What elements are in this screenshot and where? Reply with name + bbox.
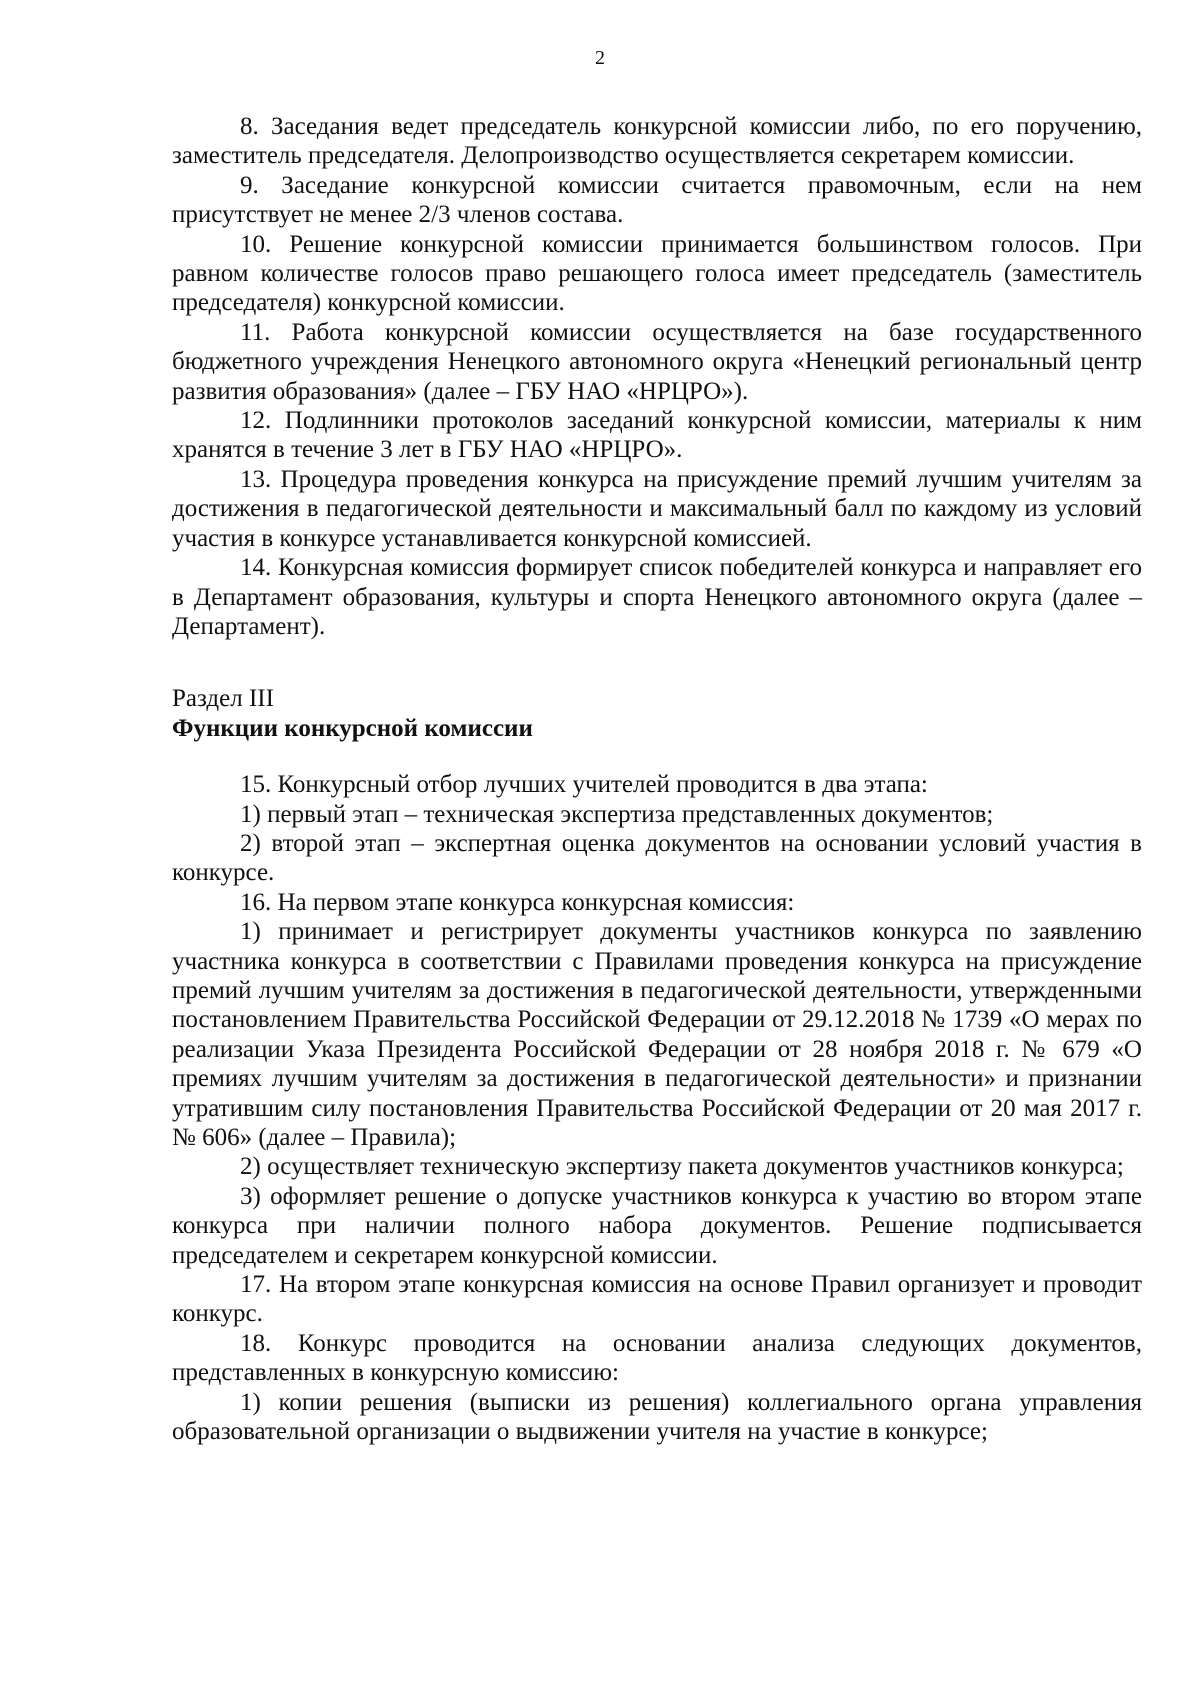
paragraph-15-item-1: 1) первый этап – техническая экспертиза представленных документов; bbox=[240, 800, 994, 828]
paragraph-16-item-3: 3) оформляет решение о допуске участников конкурса к участию во втором этапе конкурса при наличии полного набора документов. Решение подписывается председателем и секретарем конкурсной комиссии. bbox=[172, 1182, 1142, 1269]
paragraph-15: 15. Конкурсный отбор лучших учителей проводится в два этапа: bbox=[240, 771, 928, 799]
page-number: 2 bbox=[595, 47, 605, 69]
paragraph-16: 16. На первом этапе конкурса конкурсная комиссия: bbox=[240, 888, 795, 916]
document-body bbox=[172, 112, 1142, 1446]
paragraph-16-item-1: 1) принимает и регистрирует документы участников конкурса по заявлению участника конкурса в соответствии с Правилами проведения конкурса на присуждение премий лучшим учителям за достижения в педагогической деятельности, утвержденными постановлением Правительства Российской Федерации от 29.12.2018 № 1739 «О мерах по реализации Указа Президента Российской Федерации от 28 ноября 2018 г. № 679 «О премиях лучшим учителям за достижения в педагогической деятельности» и признании утратившим силу постановления Правительства Российской Федерации от 20 мая 2017 г. № 606» (далее – Правила); bbox=[172, 918, 1142, 1151]
paragraph-16-item-2: 2) осуществляет техническую экспертизу пакета документов участников конкурса; bbox=[240, 1153, 1124, 1181]
paragraph-12: 12. Подлинники протоколов заседаний конкурсной комиссии, материалы к ним хранятся в течение 3 лет в ГБУ НАО «НРЦРО». bbox=[172, 407, 1142, 464]
paragraph-13: 13. Процедура проведения конкурса на присуждение премий лучшим учителям за достижения в педагогической деятельности и максимальный балл по каждому из условий участия в конкурсе устанавливается конкурсной комиссией. bbox=[172, 465, 1142, 552]
paragraph-10: 10. Решение конкурсной комиссии принимается большинством голосов. При равном количестве голосов право решающего голоса имеет председатель (заместитель председателя) конкурсной комиссии. bbox=[172, 230, 1142, 317]
paragraph-14: 14. Конкурсная комиссия формирует список победителей конкурса и направляет его в Департамент образования, культуры и спорта Ненецкого автономного округа (далее – Департамент). bbox=[172, 554, 1142, 640]
paragraph-18: 18. Конкурс проводится на основании анализа следующих документов, представленных в конкурсную комиссию: bbox=[172, 1329, 1142, 1387]
paragraph-15-item-2: 2) второй этап – экспертная оценка документов на основании условий участия в конкурсе. bbox=[172, 829, 1142, 887]
paragraph-18-item-1: 1) копии решения (выписки из решения) коллегиального органа управления образовательной организации о выдвижении учителя на участие в конкурсе; bbox=[172, 1388, 1142, 1446]
paragraph-8: 8. Заседания ведет председатель конкурсной комиссии либо, по его поручению, заместитель председателя. Делопроизводство осуществляется секретарем комиссии. bbox=[172, 113, 1142, 170]
section-title: Функции конкурсной комиссии bbox=[172, 714, 533, 742]
paragraph-11: 11. Работа конкурсной комиссии осуществляется на базе государственного бюджетного учреждения Ненецкого автономного округа «Ненецкий региональный центр развития образования» (далее – ГБУ НАО «НРЦРО»). bbox=[172, 318, 1142, 405]
paragraph-9: 9. Заседание конкурсной комиссии считается правомочным, если на нем присутствует не менее 2/3 членов состава. bbox=[172, 171, 1142, 229]
paragraph-17: 17. На втором этапе конкурсная комиссия на основе Правил организует и проводит конкурс. bbox=[172, 1271, 1142, 1328]
section-label: Раздел III bbox=[172, 685, 274, 713]
